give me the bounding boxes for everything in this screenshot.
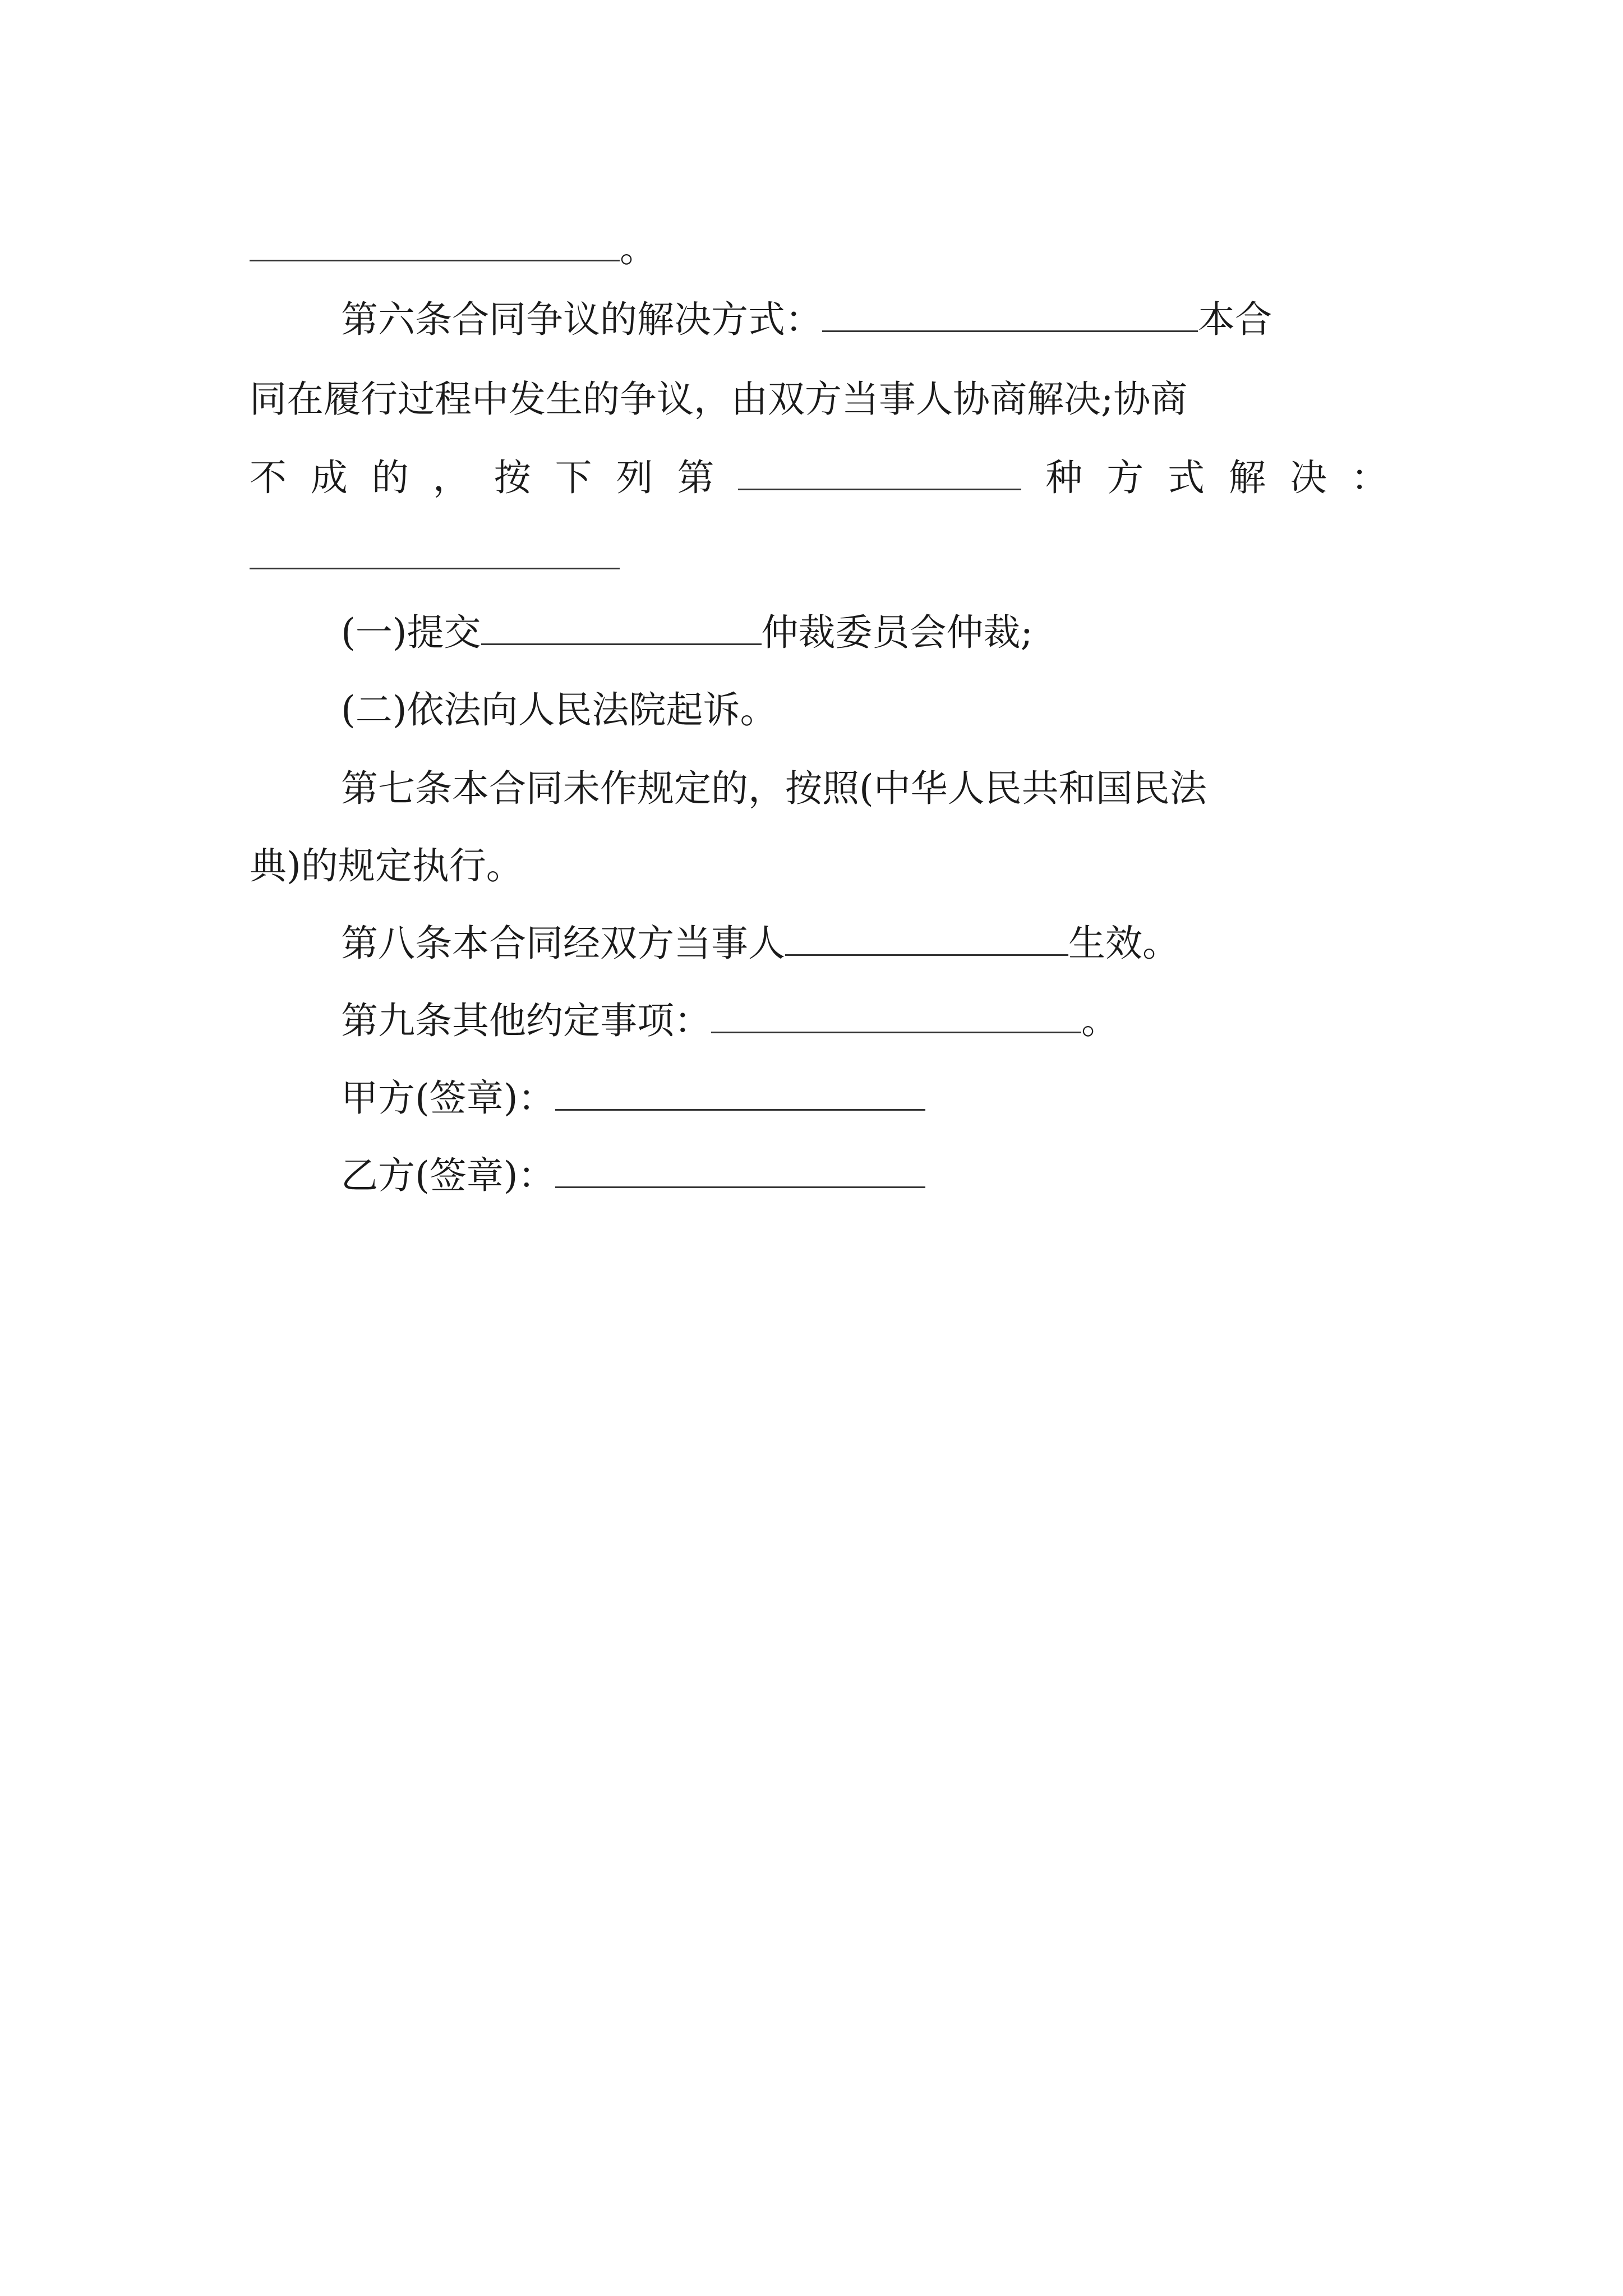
fill-in-blank[interactable] <box>250 228 620 261</box>
party-a-label: 甲方(签章)： <box>341 1076 555 1120</box>
dispute-resolution-blank[interactable] <box>822 299 1198 332</box>
article8-prefix: 第八条本合同经双方当事人 <box>341 922 785 965</box>
party-b-signature-line <box>341 1153 1388 1198</box>
char: 按 <box>494 456 531 499</box>
option1-suffix: 仲裁委员会仲裁; <box>761 611 1033 654</box>
article8-line <box>341 921 1388 966</box>
party-a-signature-line <box>341 1076 1388 1121</box>
option1-line <box>341 610 1388 655</box>
char: 决 <box>1289 456 1327 499</box>
char: 成 <box>310 456 348 499</box>
article8-suffix: 生效。 <box>1068 922 1179 965</box>
article9-suffix: 。 <box>1081 999 1118 1042</box>
other-matters-blank[interactable] <box>711 1000 1081 1033</box>
party-b-signature-blank[interactable] <box>555 1155 925 1188</box>
article9-prefix: 第九条其他约定事项： <box>341 999 711 1042</box>
party-a-signature-blank[interactable] <box>555 1078 925 1111</box>
char: 方 <box>1106 456 1144 499</box>
article6-continuation: 本合 <box>1198 298 1272 341</box>
char: ： <box>1350 456 1388 499</box>
method-number-blank[interactable] <box>738 457 1021 490</box>
effective-condition-blank[interactable] <box>785 923 1068 956</box>
article6-heading: 第六条合同争议的解决方式： <box>341 298 822 341</box>
option2-line: (二)依法向人民法院起诉。 <box>341 688 777 731</box>
party-b-label: 乙方(签章)： <box>341 1154 555 1197</box>
option1-prefix: (一)提交 <box>341 611 481 654</box>
article6-line2: 同在履行过程中发生的争议，由双方当事人协商解决;协商 <box>250 378 1188 421</box>
char: 的 <box>371 456 409 499</box>
char: ， <box>432 456 470 499</box>
char: 种 <box>1045 456 1083 499</box>
char: 列 <box>616 456 653 499</box>
char: 解 <box>1229 456 1266 499</box>
blank-line-continuation <box>250 227 1388 272</box>
article6-line3 <box>250 455 1388 500</box>
char: 不 <box>250 456 287 499</box>
char: 式 <box>1168 456 1205 499</box>
char: 下 <box>555 456 592 499</box>
method-detail-blank[interactable] <box>250 568 620 569</box>
char: 第 <box>677 456 714 499</box>
article6-line1 <box>341 297 1388 342</box>
article9-line <box>341 999 1388 1043</box>
period: 。 <box>620 227 657 270</box>
article7-line1: 第七条本合同未作规定的，按照(中华人民共和国民法 <box>341 767 1207 810</box>
arbitration-committee-blank[interactable] <box>481 612 762 645</box>
article7-line2: 典)的规定执行。 <box>250 844 523 887</box>
